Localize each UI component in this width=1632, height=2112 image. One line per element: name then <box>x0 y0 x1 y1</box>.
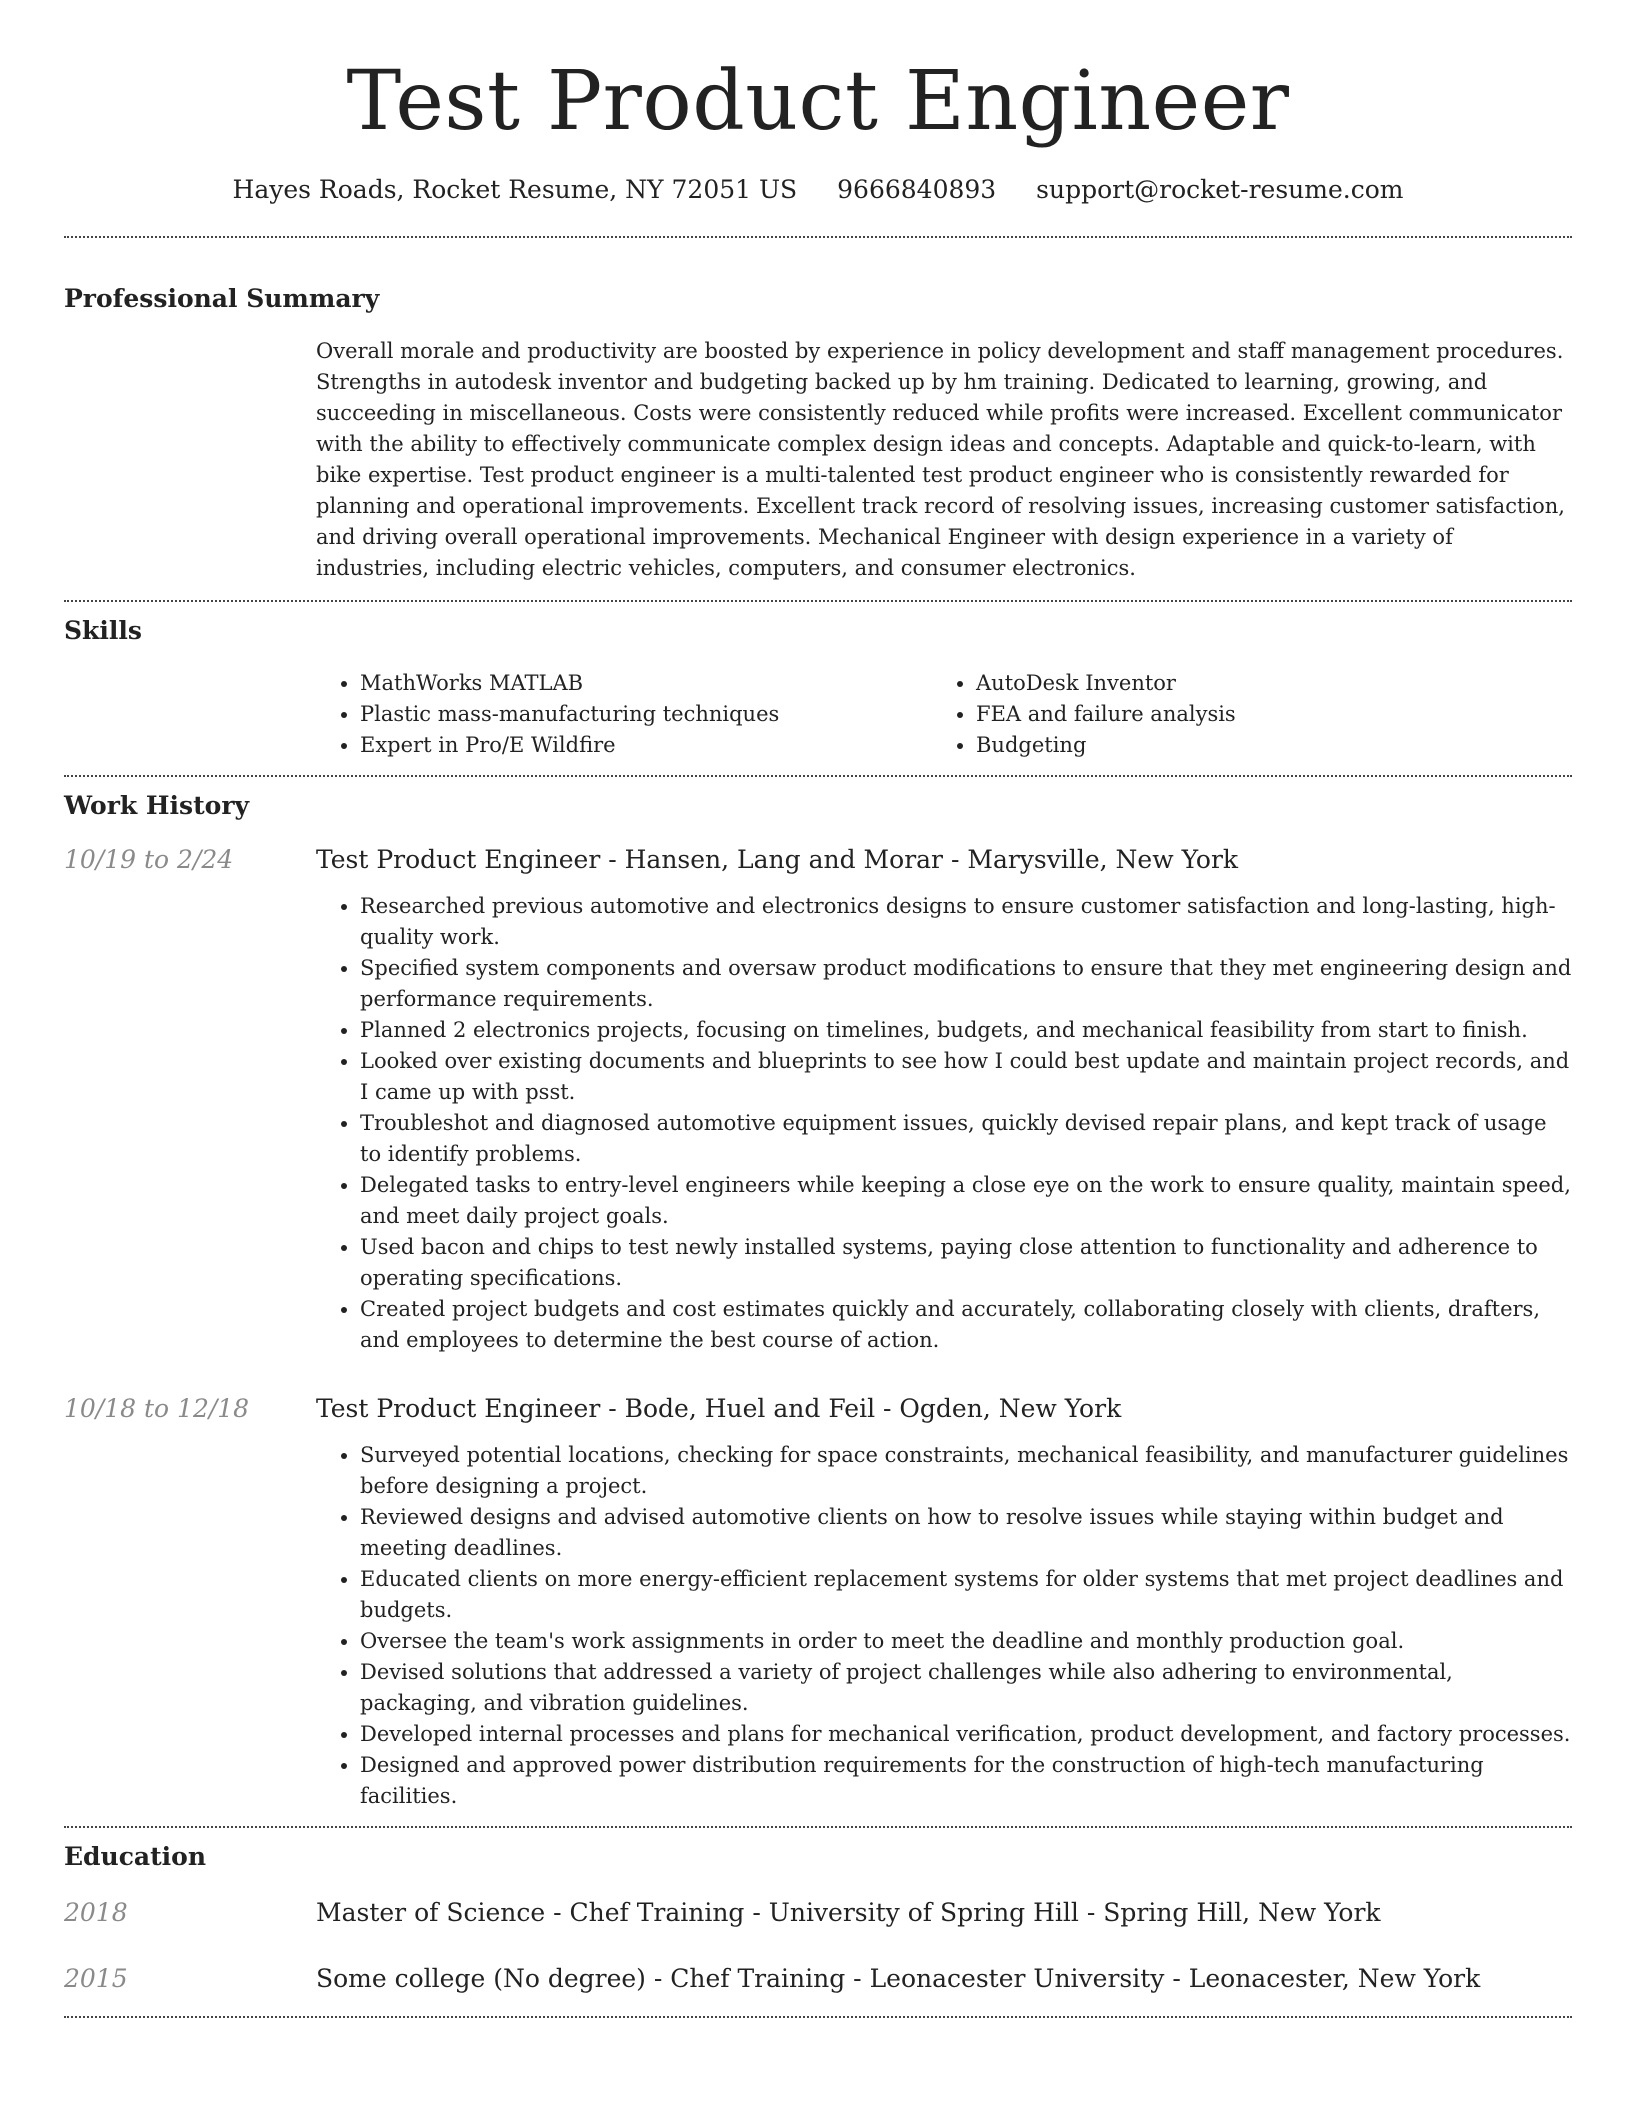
summary-text: Overall morale and productivity are boosted by experience in policy development and staff management procedures. Strengths in autodesk inventor and budgeting backed up by hm training. Dedicated to learning, growing, and succeeding in miscellaneous. Costs were consistently reduced while profits were increased. Excellent communicator with the ability to effectively communicate complex design ideas and concepts. Adaptable and quick-to-learn, with bike expertise. Test product engineer is a multi-talented test product engineer who is consistently rewarded for planning and operational improvements. Excellent track record of resolving issues, increasing customer satisfaction, and driving overall operational improvements. Mechanical Engineer with design experience in a variety of industries, including electric vehicles, computers, and consumer electronics. <box>316 339 1565 580</box>
contact-email: support@rocket-resume.com <box>1036 175 1404 204</box>
skill-item: • AutoDesk Inventor <box>976 668 1536 699</box>
section-divider <box>64 236 1572 238</box>
education-entry <box>64 1962 1572 1996</box>
contact-line <box>64 172 1572 208</box>
job-heading: Test Product Engineer - Bode, Huel and Feil - Ogden, New York <box>316 1394 1122 1423</box>
skill-item: • Expert in Pro/E Wildfire <box>360 730 932 761</box>
education-heading: Education <box>64 1842 207 1871</box>
education-year: 2015 <box>64 1964 128 1993</box>
education-year: 2018 <box>64 1898 128 1927</box>
job-bullets <box>316 1440 1572 1812</box>
job-bullet: • Devised solutions that addressed a variety of project challenges while also adhering to environmental, packaging, and vibration guidelines. <box>360 1657 1572 1719</box>
section-divider <box>64 2016 1572 2018</box>
education-entry <box>64 1896 1572 1930</box>
job-entry <box>64 1392 1572 1812</box>
work-history-heading: Work History <box>64 791 250 820</box>
candidate-name: Test Product Engineer <box>346 54 1290 149</box>
job-dates: 10/18 to 12/18 <box>64 1394 250 1423</box>
skill-item: • FEA and failure analysis <box>976 699 1536 730</box>
skills-heading: Skills <box>64 616 142 645</box>
job-bullet: • Troubleshot and diagnosed automotive equipment issues, quickly devised repair plans, and kept track of usage to identify problems. <box>360 1108 1572 1170</box>
job-bullet: • Surveyed potential locations, checking for space constraints, mechanical feasibility, and manufacturer guidelines before designing a project. <box>360 1440 1572 1502</box>
job-bullet: • Delegated tasks to entry-level engineers while keeping a close eye on the work to ensure quality, maintain speed, and meet daily project goals. <box>360 1170 1572 1232</box>
job-details <box>316 1392 1572 1812</box>
education-details <box>316 1962 1572 1996</box>
summary-heading: Professional Summary <box>64 284 380 313</box>
skill-item: • MathWorks MATLAB <box>360 668 932 699</box>
job-heading: Test Product Engineer - Hansen, Lang and Morar - Marysville, New York <box>316 845 1239 874</box>
education-heading-text: Master of Science - Chef Training - University of Spring Hill - Spring Hill, New York <box>316 1898 1381 1927</box>
job-entry <box>64 843 1572 1356</box>
job-bullet: • Educated clients on more energy-efficient replacement systems for older systems that met project deadlines and budgets. <box>360 1564 1572 1626</box>
job-bullet: • Researched previous automotive and electronics designs to ensure customer satisfaction and long-lasting, high-quality work. <box>360 891 1572 953</box>
education-details <box>316 1896 1572 1930</box>
education-heading-text: Some college (No degree) - Chef Training - Leonacester University - Leonacester, New York <box>316 1964 1481 1993</box>
job-bullet: • Looked over existing documents and blueprints to see how I could best update and maintain project records, and I came up with psst. <box>360 1046 1572 1108</box>
job-bullet: • Reviewed designs and advised automotive clients on how to resolve issues while staying within budget and meeting deadlines. <box>360 1502 1572 1564</box>
skills-list <box>316 668 1572 761</box>
resume-page <box>64 0 1572 2018</box>
contact-address: Hayes Roads, Rocket Resume, NY 72051 US <box>232 175 798 204</box>
job-bullet: • Planned 2 electronics projects, focusing on timelines, budgets, and mechanical feasibility from start to finish. <box>360 1015 1572 1046</box>
contact-phone: 9666840893 <box>837 175 997 204</box>
skill-item: • Plastic mass-manufacturing techniques <box>360 699 932 730</box>
job-bullets <box>316 891 1572 1356</box>
job-bullet: • Oversee the team's work assignments in order to meet the deadline and monthly production goal. <box>360 1626 1572 1657</box>
skills-column-left <box>316 668 932 761</box>
section-divider <box>64 600 1572 602</box>
job-bullet: • Created project budgets and cost estimates quickly and accurately, collaborating closely with clients, drafters, and employees to determine the best course of action. <box>360 1294 1572 1356</box>
job-bullet: • Developed internal processes and plans for mechanical verification, product development, and factory processes. <box>360 1719 1572 1750</box>
job-bullet: • Designed and approved power distribution requirements for the construction of high-tech manufacturing facilities. <box>360 1750 1572 1812</box>
section-divider <box>64 775 1572 777</box>
job-dates: 10/19 to 2/24 <box>64 845 234 874</box>
skill-item: • Budgeting <box>976 730 1536 761</box>
section-divider <box>64 1826 1572 1828</box>
resume-header <box>64 0 1572 208</box>
job-details <box>316 843 1572 1356</box>
job-bullet: • Specified system components and oversaw product modifications to ensure that they met engineering design and performance requirements. <box>360 953 1572 1015</box>
skills-column-right <box>932 668 1536 761</box>
job-bullet: • Used bacon and chips to test newly installed systems, paying close attention to functionality and adherence to operating specifications. <box>360 1232 1572 1294</box>
